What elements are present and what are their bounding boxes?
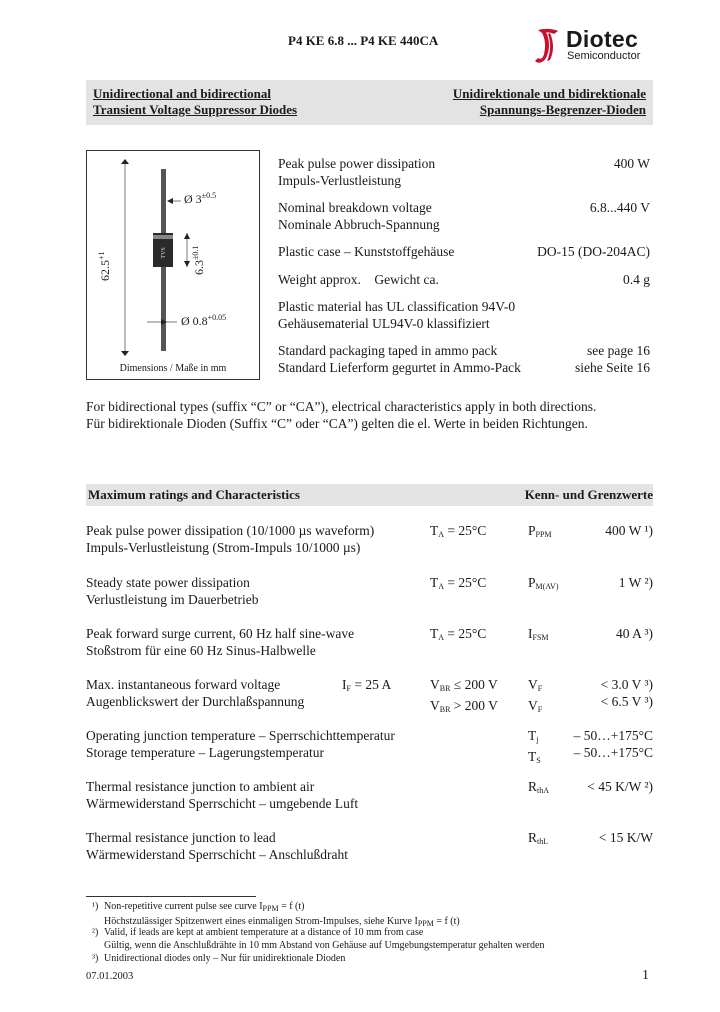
spec-packaging: [278, 342, 650, 376]
dim-body-length: [191, 246, 207, 275]
rating-condition: [430, 522, 486, 543]
footnote-mark: ²): [92, 927, 99, 938]
rating-desc-de: Augenblickswert der Durchlaßspannung: [86, 694, 305, 709]
spec-label-en: Peak pulse power dissipation: [278, 156, 436, 171]
rating-value: [574, 727, 653, 761]
rating-row-surge-current: [86, 625, 653, 661]
rating-symbol: [528, 829, 548, 850]
page-number: 1: [642, 968, 649, 983]
spec-label-de: Nominale Abbruch-Spannung: [278, 217, 440, 232]
rating-value: < 15 K/W: [598, 830, 653, 845]
rating-value: [601, 676, 653, 710]
rating-row-forward-voltage: [86, 676, 653, 712]
rating-condition: [430, 574, 486, 595]
spec-label-de: Standard Lieferform gegurtet in Ammo-Pack: [278, 360, 521, 375]
rating-symbol: [528, 676, 542, 718]
title-en-line1: Unidirectional and bidirectional: [93, 86, 271, 101]
spec-case: [278, 243, 650, 260]
dim-body-length-value: 6.3: [192, 260, 206, 275]
sym-sub: FSM: [532, 633, 549, 642]
rating-value: 40 A ³): [615, 626, 653, 641]
spec-label-en: Plastic material has UL classification 94V-0: [278, 299, 516, 314]
rating-condition: [430, 625, 486, 646]
spec-value: DO-15 (DO-204AC): [537, 244, 650, 259]
cond-symbol: T: [430, 523, 439, 538]
footnote-1-en: [104, 901, 653, 916]
title-band: [86, 80, 653, 125]
fn-text: Höchstzulässiger Spitzenwert eines einmaligen Strom-Impulses, siehe Kurve I: [104, 915, 418, 927]
rating-row-peak-power: [86, 522, 653, 558]
spec-value-de: siehe Seite 16: [575, 360, 650, 375]
dim-total-length-tol: +1: [97, 251, 106, 260]
rating-desc-en: Max. instantaneous forward voltage: [86, 677, 281, 692]
rating-desc-en: Operating junction temperature – Sperrschichttemperatur: [86, 728, 395, 743]
rating-symbol: [528, 574, 558, 595]
footnote-1: [86, 901, 653, 930]
sym2-sub: S: [536, 756, 541, 765]
footnote-mark: ³): [92, 953, 99, 964]
spec-label: Weight approx. Gewicht ca.: [278, 272, 439, 287]
section-title-en: Maximum ratings and Characteristics: [88, 487, 300, 502]
rating-description: [86, 625, 354, 659]
rating-desc-en: Thermal resistance junction to lead: [86, 830, 276, 845]
document-title: P4 KE 6.8 ... P4 KE 440CA: [288, 33, 439, 48]
section-title-de: Kenn- und Grenzwerte: [524, 487, 653, 502]
diotec-logo-icon: [532, 26, 564, 66]
brand-name: Diotec: [566, 26, 639, 52]
sym-sub: F: [537, 684, 543, 693]
pre-rest: = 25 A: [350, 677, 392, 692]
cond2-symbol: V: [430, 698, 440, 713]
cond-rest: = 25°C: [444, 523, 487, 538]
rating-value: < 45 K/W ²): [587, 779, 653, 794]
cond-sub: A: [438, 582, 445, 591]
rating-condition: [430, 676, 498, 718]
fn-text: Non-repetitive current pulse see curve I: [104, 901, 263, 912]
rating-description: [86, 522, 374, 556]
footnote-divider: [86, 896, 256, 897]
cond-sub: A: [438, 633, 445, 642]
spec-label: Plastic case – Kunststoffgehäuse: [278, 244, 455, 259]
sym-sub: thL: [537, 837, 549, 846]
dim-wire-diameter-value: Ø 0.8: [181, 314, 208, 328]
fn-sub: PPM: [417, 918, 434, 928]
cond-line1: [430, 676, 498, 697]
spec-value-en: see page 16: [587, 343, 650, 358]
dim-total-length-value: 62.5: [98, 260, 112, 281]
rating-description: [86, 778, 358, 812]
fn-sub: PPM: [262, 904, 279, 913]
rating-precondition: [342, 676, 391, 697]
dim-lead-diameter: [184, 191, 216, 207]
sym-sub: PPM: [535, 530, 552, 539]
rating-description: [86, 574, 258, 608]
sym2-sub: F: [537, 705, 543, 714]
cond2-rest: > 200 V: [450, 698, 498, 713]
sym-sub: thA: [537, 786, 550, 795]
sym2: V: [528, 698, 538, 713]
cond-rest: = 25°C: [444, 575, 487, 590]
bidirectional-note: [86, 398, 656, 432]
spec-weight: [278, 271, 650, 288]
sym: R: [528, 779, 538, 794]
footnote-2-en: Valid, if leads are kept at ambient temperature at a distance of 10 mm from case: [104, 927, 424, 938]
spec-label-de: Impuls-Verlustleistung: [278, 173, 401, 188]
sym: T: [528, 728, 537, 743]
cond-sub: BR: [439, 684, 451, 693]
sym2: T: [528, 749, 537, 764]
rating-desc-en: Peak pulse power dissipation (10/1000 µs waveform): [86, 523, 375, 538]
dim-total-length: [97, 251, 113, 281]
rating-value-2: < 6.5 V ³): [600, 694, 653, 709]
sym: P: [528, 575, 536, 590]
cond2-sub: BR: [439, 705, 451, 714]
ratings-section-header: [86, 484, 653, 506]
spec-breakdown-voltage: [278, 199, 650, 233]
rating-row-steady-power: [86, 574, 653, 610]
title-de-line1: Unidirektionale und bidirektionale: [452, 86, 646, 101]
spec-value: [575, 342, 650, 376]
bidirectional-note-en: For bidirectional types (suffix “C” or “CA”), electrical characteristics apply in both directions.: [86, 399, 597, 414]
footnote-mark: ¹): [92, 901, 99, 912]
dim-lead-diameter-value: Ø 3: [184, 192, 202, 206]
footnote-3-text: Unidirectional diodes only – Nur für unidirektionale Dioden: [104, 953, 346, 964]
rating-desc-de: Impuls-Verlustleistung (Strom-Impuls 10/1000 µs): [86, 540, 361, 555]
rating-desc-en: Steady state power dissipation: [86, 575, 250, 590]
rating-desc-de: Wärmewiderstand Sperrschicht – Anschlußdraht: [86, 847, 349, 862]
rating-desc-de: Storage temperature – Lagerungstemperatur: [86, 745, 325, 760]
bidirectional-note-de: Für bidirektionale Dioden (Suffix “C” oder “CA”) gelten die el. Werte in beiden Richtungen.: [86, 416, 588, 431]
sym: V: [528, 677, 538, 692]
cond-rest: = 25°C: [444, 626, 487, 641]
rating-desc-en: Thermal resistance junction to ambient air: [86, 779, 315, 794]
brand-subtitle: Semiconductor: [567, 50, 641, 62]
rating-description: [86, 727, 395, 761]
svg-text:TVS: TVS: [161, 247, 167, 259]
spec-ul-class: [278, 298, 650, 332]
cond-line2: [430, 697, 498, 718]
diotec-logo: [532, 26, 657, 66]
dimension-drawing: [86, 150, 260, 380]
dim-lead-diameter-tol: ±0.5: [201, 191, 217, 200]
rating-row-temperatures: [86, 727, 653, 763]
dim-wire-diameter-tol: +0.05: [207, 313, 227, 322]
title-de: [453, 86, 646, 118]
pre-sub: F: [346, 684, 351, 693]
rating-value: 400 W ¹): [605, 523, 653, 538]
title-en: [93, 86, 297, 118]
sym-sub: j: [536, 735, 539, 744]
fn-rest: = f (t): [278, 901, 305, 912]
spec-label-de: Gehäusematerial UL94V-0 klassifiziert: [278, 316, 490, 331]
document-date: 07.01.2003: [86, 971, 134, 982]
spec-label-en: Standard packaging taped in ammo pack: [278, 343, 498, 358]
footnote-3: [86, 953, 653, 966]
rating-symbol: [528, 522, 552, 543]
spec-value: 6.8...440 V: [589, 200, 650, 215]
footnote-2: [86, 927, 653, 952]
cond-symbol: T: [430, 626, 439, 641]
rating-symbol: [528, 727, 541, 769]
footnote-2-de: Gültig, wenn die Anschlußdrähte in 10 mm Abstand von Gehäuse auf Umgebungstemperatur gehalten werden: [104, 939, 545, 951]
sym-sub: M(AV): [535, 582, 559, 591]
rating-desc-de: Verlustleistung im Dauerbetrieb: [86, 592, 259, 607]
rating-description: [86, 676, 304, 710]
cond-rest: ≤ 200 V: [450, 677, 498, 692]
dim-body-length-tol: ±0.1: [191, 245, 200, 260]
pre-symbol: I: [342, 677, 347, 692]
sym: I: [528, 626, 533, 641]
rating-symbol: [528, 778, 549, 799]
rating-desc-de: Wärmewiderstand Sperrschicht – umgebende Luft: [86, 796, 359, 811]
sym: P: [528, 523, 536, 538]
rating-symbol: [528, 625, 549, 646]
cond-sub: A: [438, 530, 445, 539]
title-en-line2: Transient Voltage Suppressor Diodes: [93, 102, 298, 117]
sym: R: [528, 830, 538, 845]
cond-symbol: T: [430, 575, 439, 590]
spec-label-en: Nominal breakdown voltage: [278, 200, 432, 215]
drawing-caption: Dimensions / Maße in mm: [119, 363, 227, 374]
spec-peak-power: [278, 155, 650, 189]
spec-value: 0.4 g: [623, 272, 650, 287]
rating-row-thermal-lead: [86, 829, 653, 865]
spec-value: 400 W: [613, 156, 650, 171]
rating-desc-de: Stoßstrom für eine 60 Hz Sinus-Halbwelle: [86, 643, 316, 658]
fn-rest: = f (t): [433, 915, 460, 927]
rating-value: 1 W ²): [618, 575, 653, 590]
rating-description: [86, 829, 348, 863]
rating-value-2: – 50…+175°C: [573, 745, 653, 760]
rating-value-1: – 50…+175°C: [573, 728, 653, 743]
dim-wire-diameter: [181, 313, 226, 329]
cond-symbol: V: [430, 677, 440, 692]
title-de-line2: Spannungs-Begrenzer-Dioden: [479, 102, 646, 117]
rating-row-thermal-ambient: [86, 778, 653, 814]
rating-desc-en: Peak forward surge current, 60 Hz half sine-wave: [86, 626, 355, 641]
rating-value-1: < 3.0 V ³): [600, 677, 653, 692]
